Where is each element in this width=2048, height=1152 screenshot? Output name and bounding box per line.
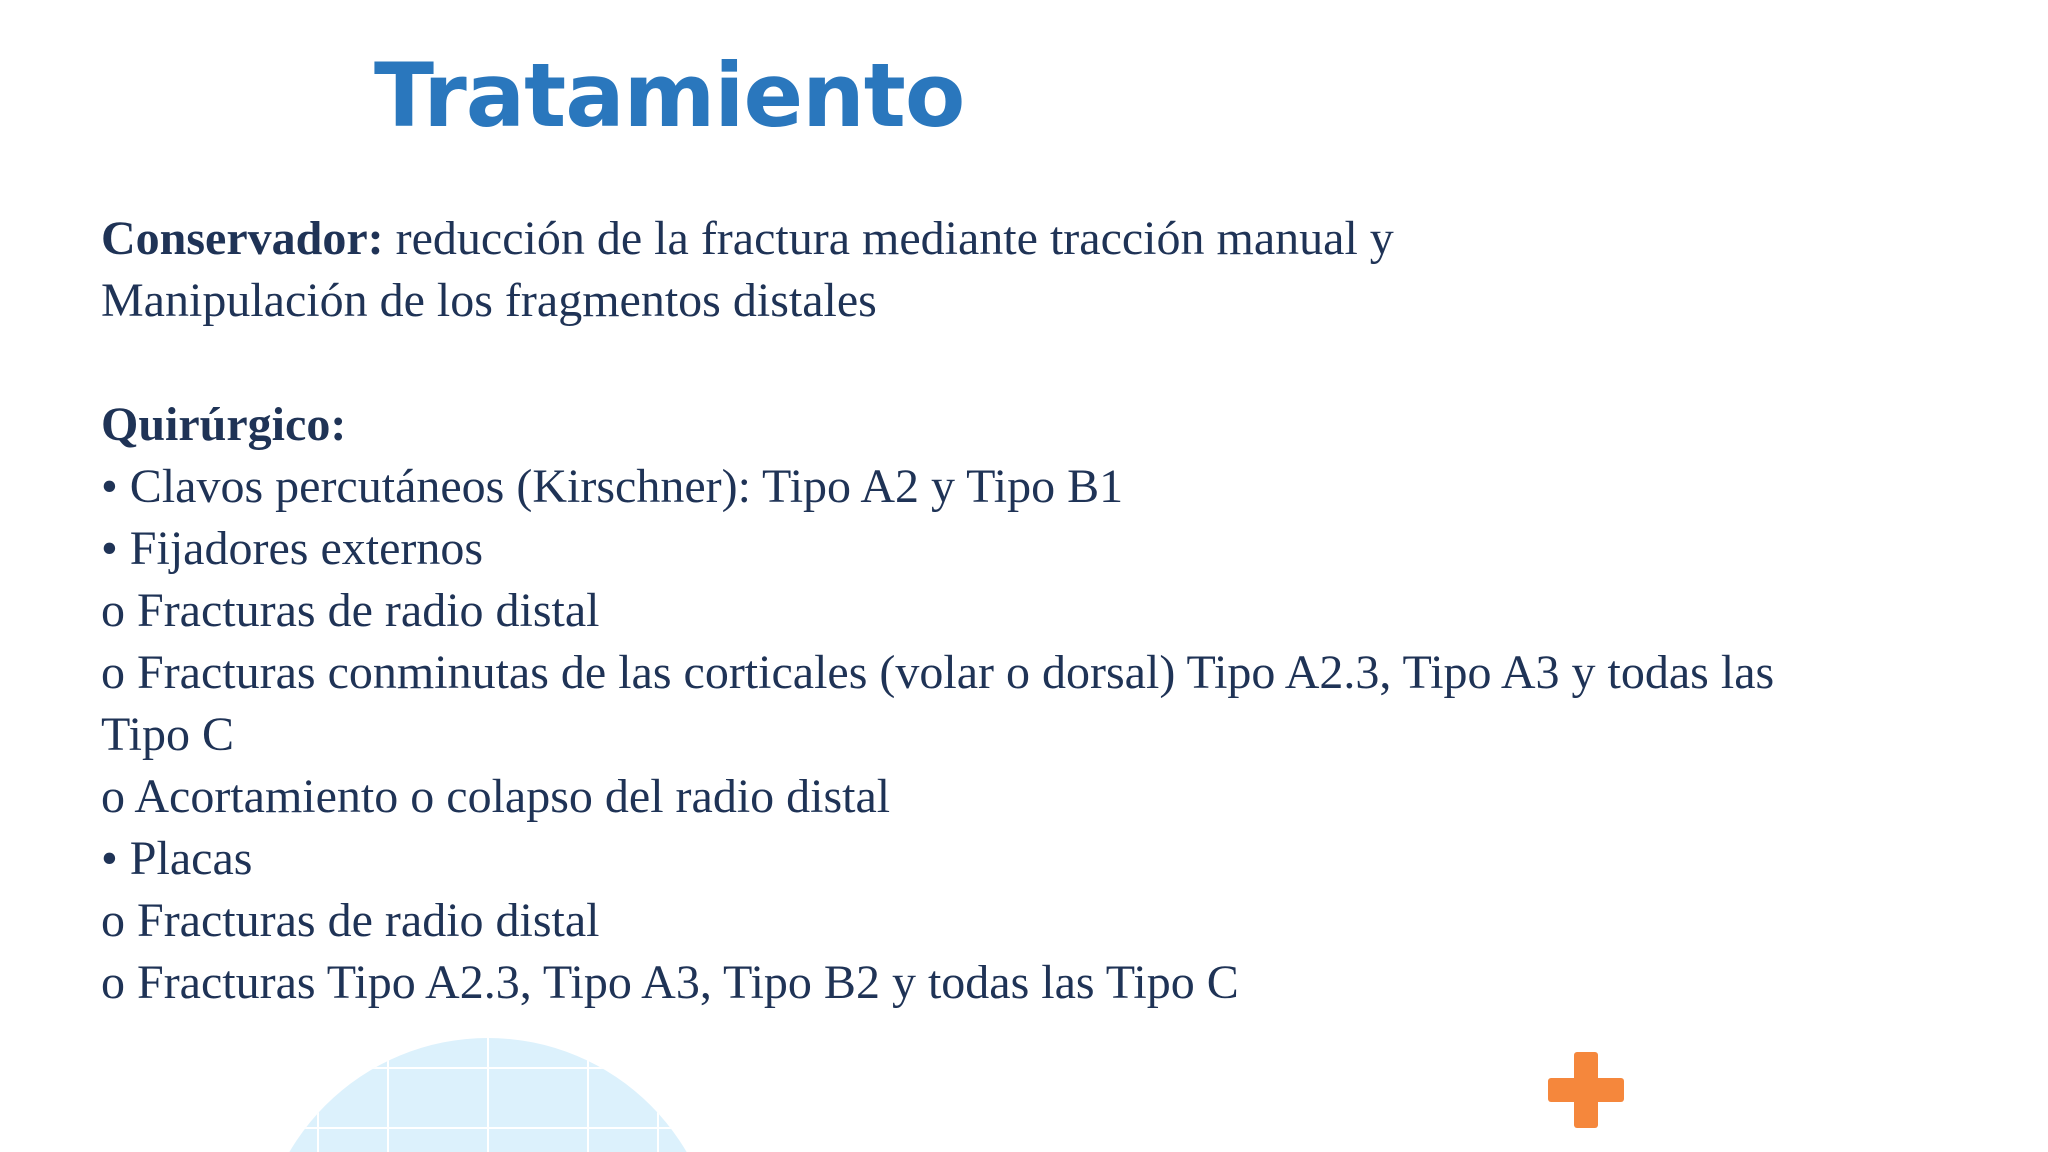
list-subitem-placas-radio-distal: o Fracturas de radio distal — [101, 894, 600, 947]
plus-cross-icon — [1548, 1052, 1624, 1128]
paragraph-spacer — [101, 332, 1981, 394]
conservador-label: Conservador: — [101, 212, 384, 265]
list-subitem-fracturas-conminutas-cont: Tipo C — [101, 708, 234, 761]
list-item-fijadores: • Fijadores externos — [101, 522, 484, 575]
list-item-placas: • Placas — [101, 832, 253, 885]
conservador-line-2: Manipulación de los fragmentos distales — [101, 274, 877, 327]
list-subitem-acortamiento: o Acortamiento o colapso del radio distal — [101, 770, 891, 823]
list-subitem-placas-tipos: o Fracturas Tipo A2.3, Tipo A3, Tipo B2 y todas las Tipo C — [101, 956, 1239, 1009]
conservador-line-1 — [101, 208, 1981, 270]
list-subitem-fracturas-conminutas: o Fracturas conminutas de las corticales (volar o dorsal) Tipo A2.3, Tipo A3 y todas las — [101, 646, 1775, 699]
globe-grid-icon — [258, 1038, 718, 1152]
slide-title: Tratamiento — [374, 44, 965, 147]
conservador-text: reducción de la fractura mediante tracción manual y — [383, 212, 1394, 265]
quirurgico-label: Quirúrgico: — [101, 398, 347, 451]
list-item-clavos: • Clavos percutáneos (Kirschner): Tipo A2 y Tipo B1 — [101, 460, 1124, 513]
list-subitem-fracturas-radio-distal: o Fracturas de radio distal — [101, 584, 600, 637]
slide-body — [101, 208, 1981, 1014]
